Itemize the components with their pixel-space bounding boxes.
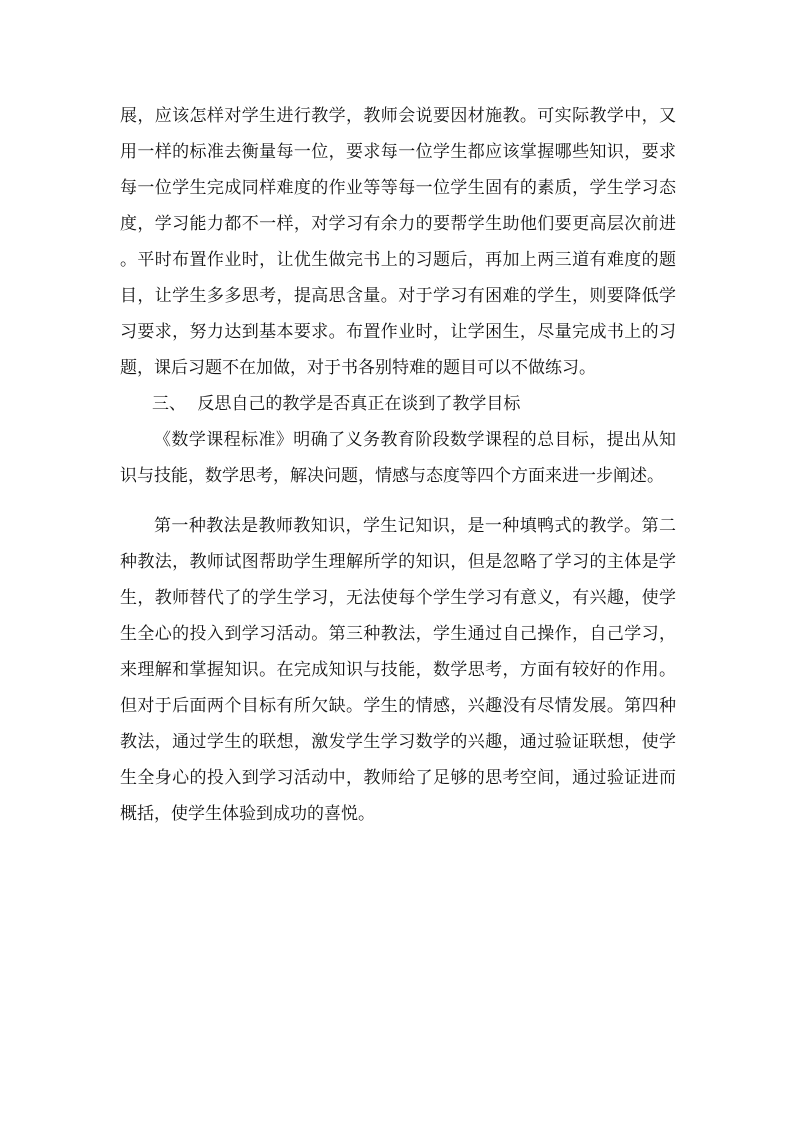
section-heading-number: 三、 [152, 394, 186, 414]
paragraph-teaching-methods: 第一种教法是教师教知识，学生记知识，是一种填鸭式的教学。第二种教法，教师试图帮助学生理解所学的知识，但是忽略了学习的主体是学生，教师替代了的学生学习，无法使每个学生学习有意义，有兴趣，使学生全心的投入到学习活动。第三种教法，学生通过自己操作，自己学习，来理解和掌握知识。在完成知识与技能，数学思考，方面有较好的作用。但对于后面两个目标有所欠缺。学生的情感，兴趣没有尽情发展。第四种教法，通过学生的联想，激发学生学习数学的兴趣，通过验证联想，使学生全身心的投入到学习活动中，教师给了足够的思考空间，通过验证进而概括，使学生体验到成功的喜悦。 [120, 516, 676, 824]
section-heading-text: 反思自己的教学是否真正在谈到了教学目标 [197, 394, 521, 414]
section-heading [120, 386, 676, 422]
paragraph-curriculum-standard: 《数学课程标准》明确了义务教育阶段数学课程的总目标，提出从知识与技能，数学思考，解决问题，情感与态度等四个方面来进一步阐述。 [120, 430, 676, 486]
paragraph-continuation: 展，应该怎样对学生进行教学，教师会说要因材施教。可实际教学中，又用一样的标准去衡量每一位，要求每一位学生都应该掌握哪些知识，要求每一位学生完成同样难度的作业等等每一位学生固有的素质，学生学习态度，学习能力都不一样，对学习有余力的要帮学生助他们要更高层次前进。平时布置作业时，让优生做完书上的习题后，再加上两三道有难度的题目，让学生多多思考，提高思含量。对于学习有困难的学生，则要降低学习要求，努力达到基本要求。布置作业时，让学困生，尽量完成书上的习题，课后习题不在加做，对于书各别特难的题目可以不做练习。 [120, 106, 676, 378]
document-body [120, 98, 676, 832]
paragraph-spacer [120, 494, 676, 508]
